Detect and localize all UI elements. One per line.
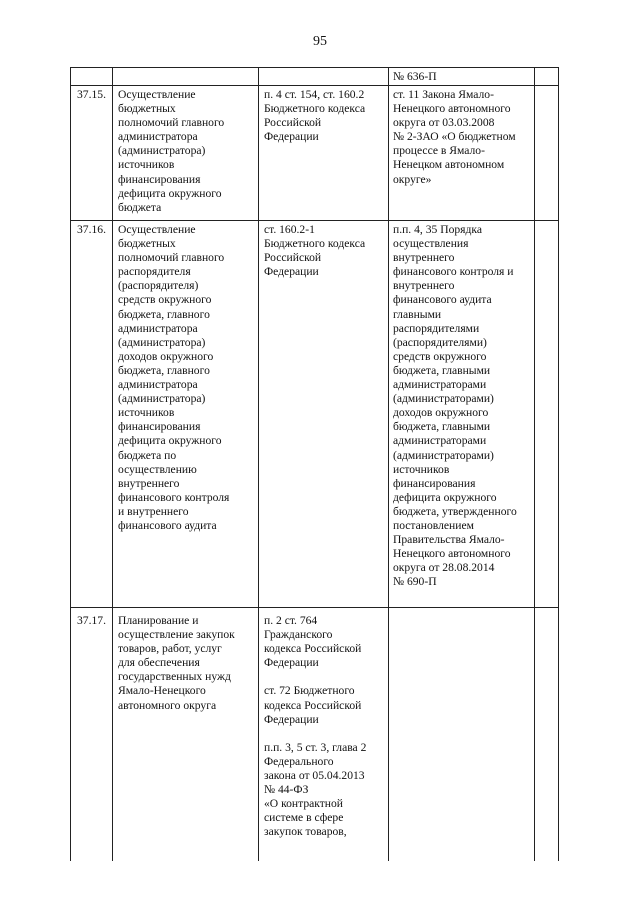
right-border (558, 608, 559, 861)
legal-act-cell (388, 608, 534, 861)
description-cell: Планирование и осуществление закупок товаров, работ, услуг для обеспечения государственных нужд Ямало-Ненецкого автономного округа (112, 608, 258, 861)
table-row (70, 607, 559, 861)
extra-cell (534, 68, 559, 86)
right-border (558, 221, 559, 608)
description-cell (112, 68, 258, 86)
extra-cell (534, 221, 559, 608)
legal-act-cell: ст. 11 Закона Ямало- Ненецкого автономного округа от 03.03.2008 № 2-ЗАО «О бюджетном процессе в Ямало- Ненецком автономном округе» (388, 86, 534, 221)
row-number-cell (70, 68, 112, 86)
extra-cell (534, 608, 559, 861)
right-border (558, 86, 559, 221)
table-row (70, 85, 559, 221)
row-number-cell: 37.17. (70, 608, 112, 861)
legal-act-cell: № 636-П (388, 68, 534, 86)
basis-cell: п. 2 ст. 764 Гражданского кодекса Российской Федерации ст. 72 Бюджетного кодекса Российской Федерации п.п. 3, 5 ст. 3, глава 2 Федерального закона от 05.04.2013 № 44-ФЗ «О контрактной системе в сфере закупок товаров, (258, 608, 388, 861)
table-row (70, 67, 559, 86)
description-cell: Осуществление бюджетных полномочий главного администратора (администратора) источников финансирования дефицита окружного бюджета (112, 86, 258, 221)
table-row (70, 220, 559, 608)
description-cell: Осуществление бюджетных полномочий главного распорядителя (распорядителя) средств окружного бюджета, главного администратора (администратора) доходов окружного бюджета, главного администратора (администратора) источников финансирования дефицита окружного бюджета по осуществлению внутреннего финансового контроля и внутреннего финансового аудита (112, 221, 258, 608)
basis-cell (258, 68, 388, 86)
page-number: 95 (313, 34, 327, 49)
extra-cell (534, 86, 559, 221)
legal-act-cell: п.п. 4, 35 Порядка осуществления внутреннего финансового контроля и внутреннего финансового аудита главными распорядителями (распорядителями) средств окружного бюджета, главными администраторами (администраторами) доходов окружного бюджета, главными администраторами (администраторами) источников финансирования дефицита окружного бюджета, утвержденного постановлением Правительства Ямало- Ненецкого автономного округа от 28.08.2014 № 690-П (388, 221, 534, 608)
row-number-cell: 37.16. (70, 221, 112, 608)
row-number-cell: 37.15. (70, 86, 112, 221)
basis-cell: ст. 160.2-1 Бюджетного кодекса Российской Федерации (258, 221, 388, 608)
basis-cell: п. 4 ст. 154, ст. 160.2 Бюджетного кодекса Российской Федерации (258, 86, 388, 221)
right-border (558, 68, 559, 86)
